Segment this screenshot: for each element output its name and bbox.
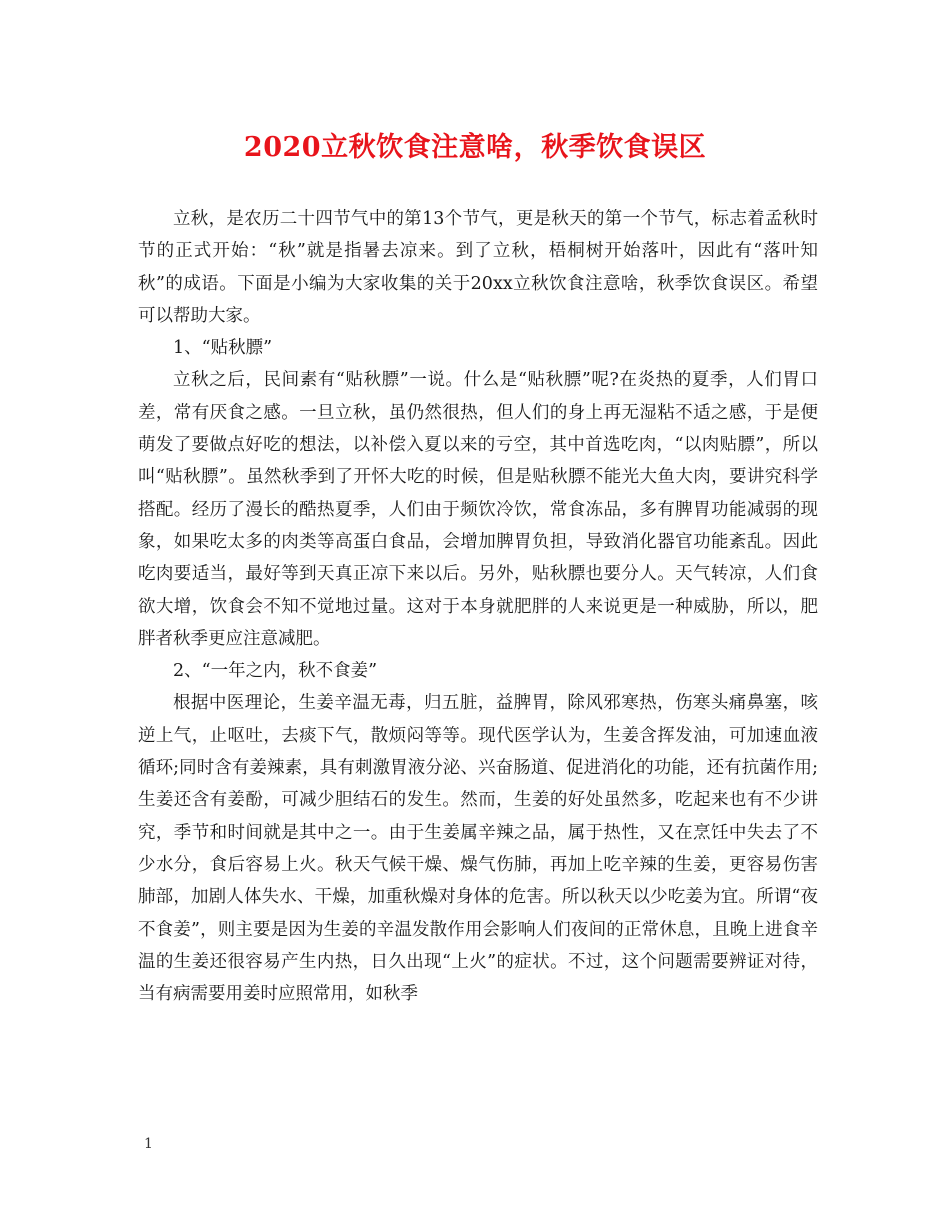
section-paragraph-1: 立秋之后，民间素有“贴秋膘”一说。什么是“贴秋膘”呢?在炎热的夏季，人们胃口差，常有厌食之感。一旦立秋，虽仍然很热，但人们的身上再无湿粘不适之感，于是便萌发了要做点好吃的想法，以补偿入夏以来的亏空，其中首选吃肉，“以肉贴膘”，所以叫“贴秋膘”。虽然秋季到了开怀大吃的时候，但是贴秋膘不能光大鱼大肉，要讲究科学搭配。经历了漫长的酷热夏季，人们由于频饮冷饮，常食冻品，多有脾胃功能减弱的现象，如果吃太多的肉类等高蛋白食品，会增加脾胃负担，导致消化器官功能紊乱。因此吃肉要适当，最好等到天真正凉下来以后。另外，贴秋膘也要分人。天气转凉，人们食欲大增，饮食会不知不觉地过量。这对于本身就肥胖的人来说更是一种威胁，所以，肥胖者秋季更应注意减肥。 [138, 370, 818, 649]
document-title: 2020立秋饮食注意啥，秋季饮食误区 [243, 132, 707, 163]
section-paragraph-2: 根据中医理论，生姜辛温无毒，归五脏，益脾胃，除风邪寒热，伤寒头痛鼻塞，咳逆上气，止呕吐，去痰下气，散烦闷等等。现代医学认为，生姜含挥发油，可加速血液循环;同时含有姜辣素，具有刺激胃液分泌、兴奋肠道、促进消化的功能，还有抗菌作用;生姜还含有姜酚，可减少胆结石的发生。然而，生姜的好处虽然多，吃起来也有不少讲究，季节和时间就是其中之一。由于生姜属辛辣之品，属于热性，又在烹饪中失去了不少水分，食后容易上火。秋天气候干燥、燥气伤肺，再加上吃辛辣的生姜，更容易伤害肺部，加剧人体失水、干燥，加重秋燥对身体的危害。所以秋天以少吃姜为宜。所谓“夜不食姜”，则主要是因为生姜的辛温发散作用会影响人们夜间的正常休息，且晚上进食辛温的生姜还很容易产生内热，日久出现“上火”的症状。不过，这个问题需要辨证对待，当有病需要用姜时应照常用，如秋季 [138, 693, 818, 1005]
section-heading-1: 1、“贴秋膘” [173, 338, 273, 359]
document-body [138, 203, 818, 1010]
page-number: 1 [144, 1136, 153, 1152]
intro-paragraph: 立秋，是农历二十四节气中的第13个节气，更是秋天的第一个节气，标志着孟秋时节的正式开始：“秋”就是指暑去凉来。到了立秋，梧桐树开始落叶，因此有“落叶知秋”的成语。下面是小编为大家收集的关于20xx立秋饮食注意啥，秋季饮食误区。希望可以帮助大家。 [138, 209, 818, 326]
section-heading-2: 2、“一年之内，秋不食姜” [173, 661, 378, 682]
